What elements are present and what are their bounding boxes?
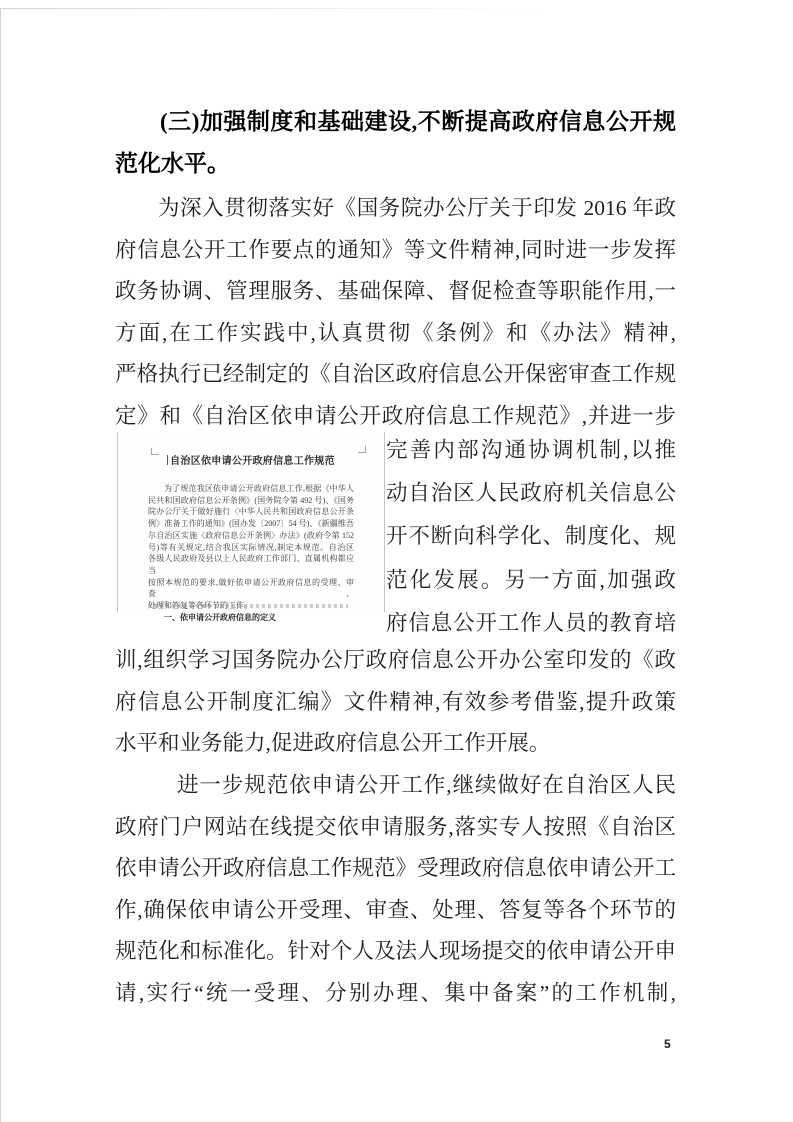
heading-line: (三)加强制度和基础建设,不断提高政府信息公开规 (160, 109, 676, 134)
body-line: 作,确保依申请公开受理、审查、处理、答复等各个环节的 (115, 897, 676, 922)
figure-body-line: 院办公厅关于做好施行〈中华人民共和国政府信息公开条 (148, 507, 354, 517)
figure-title (118, 452, 384, 467)
page-edge-top (0, 8, 540, 9)
section-heading (115, 101, 676, 184)
figure-body-line: 号)等有关规定,结合我区实际情况,制定本规范。自治区 (148, 542, 354, 552)
body-line: 方面,在工作实践中,认真贯彻《条例》和《办法》精神, (115, 320, 676, 345)
paragraph-2 (115, 765, 676, 1014)
body-line: 开不断向科学化、制度化、规 (386, 524, 676, 549)
figure-body-line: 例〉准备工作的通知》(国办发〔2007〕54 号)、《新疆维吾 (148, 519, 354, 529)
figure-item-heading: 一、依申请公开政府信息的定义 (164, 612, 276, 622)
body-line: 请,实行“统一受理、分别办理、集中备案”的工作机制, (115, 980, 676, 1005)
figure-body-line: 处理和答复等各环节的工作。 (148, 601, 252, 611)
embedded-regulation-screenshot (117, 432, 385, 622)
body-line: 府信息公开工作要点的通知》等文件精神,同时进一步发挥 (115, 237, 676, 262)
figure-body-line: 各级人民政府及县以上人民政府工作部门、直属机构都应当 (148, 554, 354, 575)
body-line: 水平和业务能力,促进政府信息公开工作开展。 (115, 731, 551, 755)
body-line: 府信息公开制度汇编》文件精神,有效参考借鉴,提升政策 (115, 689, 676, 714)
body-line: 府信息公开工作人员的教育培 (386, 610, 676, 635)
body-line: 严格执行已经制定的《自治区政府信息公开保密审查工作规 (115, 362, 676, 386)
figure-title-text: 自治区依申请公开政府信息工作规范 (170, 456, 335, 467)
figure-cutoff-line (148, 604, 348, 608)
body-line: 规范化和标准化。针对个人及法人现场提交的依申请公开申 (115, 939, 676, 963)
figure-body-line: 尔自治区实施〈政府信息公开条例〉办法》(政府令第 152 (148, 530, 354, 540)
body-line: 政务协调、管理服务、基础保障、督促检查等职能作用,一 (115, 279, 676, 303)
body-line: 训,组织学习国务院办公厅政府信息公开办公室印发的《政 (115, 648, 676, 672)
body-line: 进一步规范依申请公开工作,继续做好在自治区人民 (177, 773, 676, 797)
paragraph-1-bottom (115, 640, 676, 765)
page-number: 5 (664, 1037, 671, 1051)
body-line: 为深入贯彻落实好《国务院办公厅关于印发 2016 年政 (158, 196, 676, 220)
body-line: 依申请公开政府信息工作规范》受理政府信息依申请公开工 (115, 856, 676, 880)
page-edge-left (0, 8, 1, 1122)
body-line: 完善内部沟通协调机制,以推 (386, 438, 676, 462)
text-cursor (167, 455, 168, 465)
heading-line: 范化水平。 (115, 150, 230, 176)
body-line: 动自治区人民政府机关信息公 (386, 481, 676, 506)
figure-body-line: 民共和国政府信息公开条例》(国务院令第 492 号)、《国务 (148, 495, 354, 505)
paragraph-1-wrap (386, 429, 676, 645)
paragraph-1-top (115, 188, 676, 437)
body-line: 政府门户网站在线提交依申请服务,落实专人按照《自治区 (115, 814, 676, 839)
body-line: 定》和《自治区依申请公开政府信息工作规范》,并进一步 (115, 403, 676, 428)
figure-body (148, 483, 354, 623)
figure-body-line: 按照本规范的要求,做好依申请公开政府信息的受理、审查、 (148, 577, 354, 599)
body-line: 范化发展。另一方面,加强政 (386, 567, 676, 592)
figure-body-line: 为了规范我区依申请公开政府信息工作,根据《中华人 (164, 484, 354, 493)
